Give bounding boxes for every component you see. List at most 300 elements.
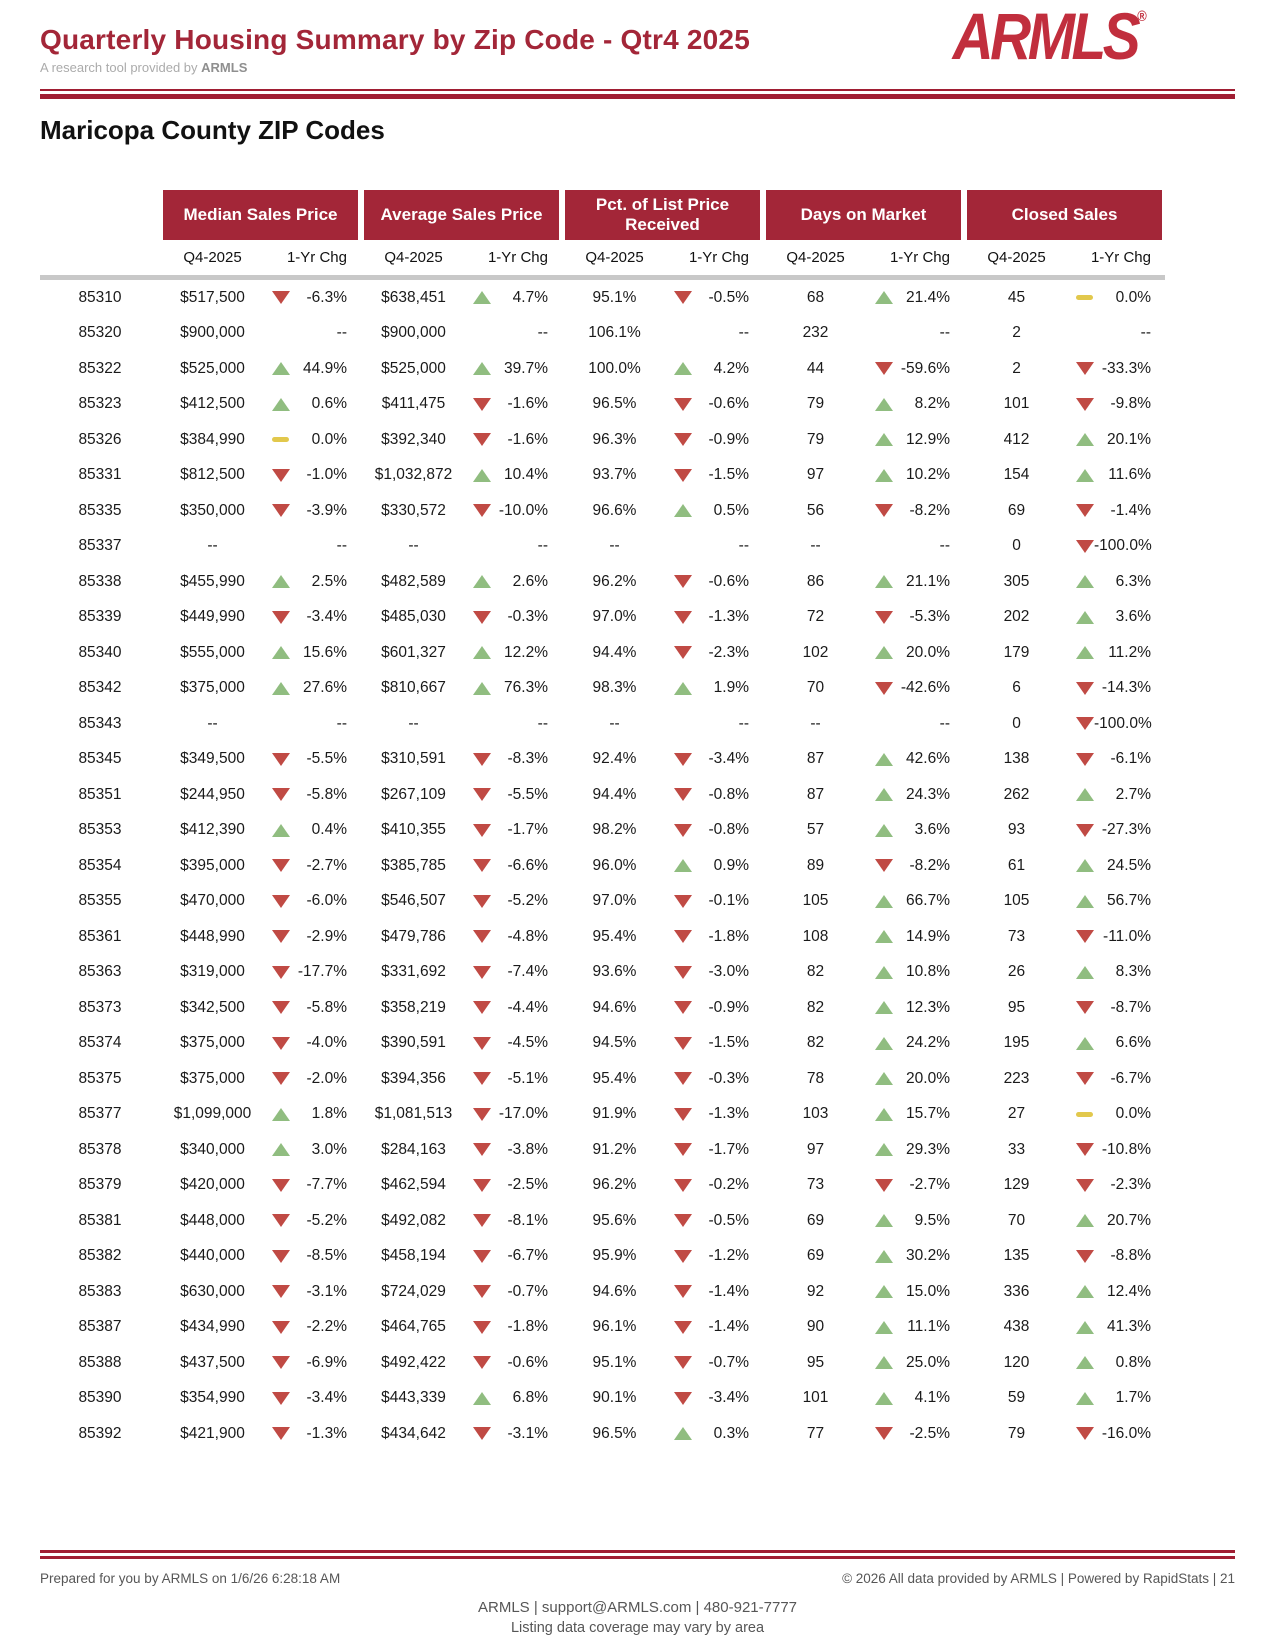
- trend-up-icon: [473, 362, 491, 375]
- table-row: [40, 1345, 1165, 1381]
- armls-logo-text: ARMLS: [952, 0, 1138, 73]
- trend-down-icon: [272, 895, 290, 908]
- yr-change-cell: [1069, 928, 1165, 946]
- yr-change-cell: [1069, 573, 1165, 591]
- yr-change-cell: [265, 1247, 361, 1265]
- zip-code-cell: 85392: [78, 1424, 122, 1442]
- yr-change-value: 1.8%: [311, 1105, 347, 1123]
- q4-value-cell: 87: [806, 750, 825, 768]
- yr-change-value: 42.6%: [906, 750, 950, 768]
- yr-change-cell: [1069, 1425, 1165, 1443]
- yr-change-value: -8.8%: [1110, 1247, 1151, 1265]
- trend-down-icon: [1076, 824, 1094, 837]
- q4-value-cell: 108: [802, 927, 829, 945]
- q4-value-cell: $340,000: [180, 1140, 245, 1158]
- trend-down-icon: [272, 1356, 290, 1369]
- q4-value-cell: $492,422: [381, 1353, 446, 1371]
- yr-change-cell: [868, 395, 964, 413]
- trend-up-icon: [272, 1108, 290, 1121]
- trend-down-icon: [272, 1179, 290, 1192]
- yr-change-value: -1.6%: [507, 395, 548, 413]
- q4-value-cell: $449,990: [180, 608, 245, 626]
- q4-value-cell: 438: [1003, 1318, 1030, 1336]
- q4-value-cell: 95.1%: [592, 288, 637, 306]
- table-row: [40, 1274, 1165, 1310]
- q4-value-cell: $724,029: [381, 1282, 446, 1300]
- yr-change-value: -6.6%: [507, 856, 548, 874]
- yr-change-value: --: [939, 714, 950, 732]
- q4-value-cell: 96.0%: [592, 856, 637, 874]
- yr-change-value: -8.5%: [306, 1247, 347, 1265]
- yr-change-value: 12.9%: [906, 430, 950, 448]
- yr-change-cell: [667, 963, 763, 981]
- yr-change-value: -27.3%: [1101, 821, 1151, 839]
- yr-change-value: --: [738, 324, 749, 342]
- yr-change-value: 66.7%: [906, 892, 950, 910]
- trend-up-icon: [272, 575, 290, 588]
- q4-value-cell: 92: [806, 1282, 825, 1300]
- footer-divider: [40, 1550, 1235, 1559]
- yr-change-cell: [466, 1212, 562, 1230]
- yr-change-value: 20.0%: [906, 1069, 950, 1087]
- yr-change-value: -42.6%: [900, 679, 950, 697]
- trend-down-icon: [674, 753, 692, 766]
- q4-value-cell: $412,390: [180, 821, 245, 839]
- zip-code-cell: 85353: [78, 821, 122, 839]
- trend-down-icon: [473, 788, 491, 801]
- trend-up-icon: [1076, 469, 1094, 482]
- trend-up-icon: [1076, 895, 1094, 908]
- trend-up-icon: [1076, 1392, 1094, 1405]
- trend-down-icon: [272, 291, 290, 304]
- table-row: [40, 1381, 1165, 1417]
- yr-change-value: 15.7%: [906, 1105, 950, 1123]
- yr-change-cell: [667, 466, 763, 484]
- yr-change-value: 4.2%: [713, 359, 749, 377]
- yr-change-cell: [466, 928, 562, 946]
- trend-up-icon: [875, 824, 893, 837]
- yr-change-value: 12.4%: [1107, 1282, 1151, 1300]
- trend-down-icon: [875, 504, 893, 517]
- yr-change-cell: [1069, 1141, 1165, 1159]
- yr-change-value: -3.1%: [507, 1424, 548, 1442]
- yr-change-cell: [868, 821, 964, 839]
- yr-change-cell: [265, 644, 361, 662]
- yr-change-cell: [265, 1212, 361, 1230]
- table-row: [40, 1132, 1165, 1168]
- yr-change-value: 30.2%: [906, 1247, 950, 1265]
- q4-value-cell: 82: [806, 998, 825, 1016]
- q4-value-cell: 101: [1003, 395, 1030, 413]
- q4-value-cell: $900,000: [381, 324, 446, 342]
- yr-change-value: -5.2%: [306, 1211, 347, 1229]
- trend-down-icon: [272, 1285, 290, 1298]
- yr-change-cell: [667, 395, 763, 413]
- yr-change-cell: [667, 644, 763, 662]
- q4-value-cell: $458,194: [381, 1247, 446, 1265]
- yr-change-value: -2.2%: [306, 1318, 347, 1336]
- yr-change-cell: [1069, 1034, 1165, 1052]
- trend-up-icon: [674, 1427, 692, 1440]
- yr-change-cell: [1069, 857, 1165, 875]
- yr-change-value: -1.5%: [708, 1034, 749, 1052]
- yr-change-cell: [868, 679, 964, 697]
- trend-down-icon: [473, 895, 491, 908]
- trend-down-icon: [473, 1356, 491, 1369]
- yr-change-value: -0.9%: [708, 430, 749, 448]
- q4-value-cell: 97.0%: [592, 892, 637, 910]
- yr-change-cell: [466, 1141, 562, 1159]
- no-trend-icon: [674, 717, 692, 730]
- q4-value-cell: 92.4%: [592, 750, 637, 768]
- q4-value-cell: $479,786: [381, 927, 446, 945]
- yr-change-cell: [265, 537, 361, 555]
- q4-value-cell: $517,500: [180, 288, 245, 306]
- yr-change-value: 2.5%: [311, 572, 347, 590]
- yr-change-cell: [1069, 1247, 1165, 1265]
- yr-change-value: 11.6%: [1108, 466, 1151, 484]
- yr-change-value: -6.1%: [1110, 750, 1151, 768]
- yr-change-cell: [265, 502, 361, 520]
- q4-value-cell: $437,500: [180, 1353, 245, 1371]
- q4-value-cell: $455,990: [180, 572, 245, 590]
- trend-down-icon: [272, 504, 290, 517]
- yr-change-value: -14.3%: [1101, 679, 1151, 697]
- q4-value-cell: $525,000: [381, 359, 446, 377]
- q4-value-cell: --: [609, 537, 620, 555]
- trend-down-icon: [674, 646, 692, 659]
- yr-change-value: 1.7%: [1115, 1389, 1151, 1407]
- yr-change-cell: [466, 1283, 562, 1301]
- trend-up-icon: [272, 682, 290, 695]
- yr-change-value: -2.0%: [306, 1069, 347, 1087]
- trend-down-icon: [674, 433, 692, 446]
- trend-up-icon: [875, 966, 893, 979]
- trend-up-icon: [272, 398, 290, 411]
- table-row: [40, 529, 1165, 565]
- trend-down-icon: [473, 824, 491, 837]
- trend-up-icon: [1076, 966, 1094, 979]
- yr-change-cell: [667, 289, 763, 307]
- yr-change-cell: [265, 1176, 361, 1194]
- no-trend-icon: [875, 540, 893, 553]
- yr-change-value: -10.8%: [1101, 1140, 1151, 1158]
- q4-value-cell: $284,163: [381, 1140, 446, 1158]
- zip-code-cell: 85340: [78, 643, 122, 661]
- footer-meta-row: [40, 1571, 1235, 1586]
- yr-change-value: -4.4%: [507, 998, 548, 1016]
- trend-up-icon: [875, 398, 893, 411]
- q4-value-cell: 135: [1003, 1247, 1030, 1265]
- q4-value-cell: $385,785: [381, 856, 446, 874]
- trend-up-icon: [473, 575, 491, 588]
- yr-change-value: -6.7%: [1110, 1069, 1151, 1087]
- yr-change-value: 27.6%: [303, 679, 347, 697]
- yr-change-value: -1.3%: [306, 1424, 347, 1442]
- q4-value-cell: $470,000: [180, 892, 245, 910]
- table-row: [40, 1168, 1165, 1204]
- yr-change-value: 4.7%: [512, 288, 548, 306]
- trend-up-icon: [875, 895, 893, 908]
- yr-change-value: -1.7%: [507, 821, 548, 839]
- q4-value-cell: 95: [806, 1353, 825, 1371]
- yr-change-cell: [868, 1283, 964, 1301]
- trend-down-icon: [272, 930, 290, 943]
- q4-value-cell: $420,000: [180, 1176, 245, 1194]
- yr-change-value: -8.2%: [909, 856, 950, 874]
- q4-value-cell: $1,032,872: [374, 466, 453, 484]
- table-row: [40, 671, 1165, 707]
- yr-change-cell: [265, 573, 361, 591]
- q4-value-cell: 94.4%: [592, 643, 637, 661]
- q4-value-cell: 90: [806, 1318, 825, 1336]
- yr-change-cell: [265, 1141, 361, 1159]
- yr-change-cell: [265, 1425, 361, 1443]
- yr-change-cell: [466, 573, 562, 591]
- q4-value-cell: $390,591: [381, 1034, 446, 1052]
- yr-change-value: 0.4%: [311, 821, 347, 839]
- yr-change-cell: [667, 573, 763, 591]
- trend-up-icon: [875, 1001, 893, 1014]
- q4-value-cell: 57: [806, 821, 825, 839]
- q4-value-cell: 98.2%: [592, 821, 637, 839]
- zip-code-cell: 85382: [78, 1247, 122, 1265]
- q4-value-cell: --: [810, 714, 821, 732]
- yr-change-value: --: [336, 324, 347, 342]
- yr-change-cell: [667, 431, 763, 449]
- yr-change-cell: [466, 857, 562, 875]
- q4-value-cell: $630,000: [180, 1282, 245, 1300]
- yr-change-cell: [667, 928, 763, 946]
- trend-up-icon: [875, 1072, 893, 1085]
- subheader-change: 1-Yr Chg: [286, 248, 347, 266]
- yr-change-value: -5.2%: [507, 892, 548, 910]
- q4-value-cell: $395,000: [180, 856, 245, 874]
- yr-change-value: 39.7%: [504, 359, 548, 377]
- yr-change-value: 10.2%: [906, 466, 950, 484]
- q4-value-cell: 69: [1007, 501, 1026, 519]
- yr-change-cell: [667, 1034, 763, 1052]
- yr-change-cell: [1069, 360, 1165, 378]
- trend-up-icon: [875, 1321, 893, 1334]
- q4-value-cell: $392,340: [381, 430, 446, 448]
- yr-change-value: -5.3%: [909, 608, 950, 626]
- yr-change-cell: [868, 1354, 964, 1372]
- group-header-pct-list-price: Pct. of List Price Received: [565, 190, 760, 240]
- footer-copyright-text: © 2026 All data provided by ARMLS | Powered by RapidStats | 21: [842, 1570, 1235, 1586]
- q4-value-cell: $375,000: [180, 1069, 245, 1087]
- yr-change-value: 3.0%: [311, 1140, 347, 1158]
- yr-change-cell: [466, 1105, 562, 1123]
- yr-change-value: -1.4%: [708, 1318, 749, 1336]
- yr-change-cell: [667, 857, 763, 875]
- trend-up-icon: [473, 1392, 491, 1405]
- table-row: [40, 884, 1165, 920]
- trend-down-icon: [272, 1321, 290, 1334]
- yr-change-cell: [466, 1389, 562, 1407]
- yr-change-cell: [868, 502, 964, 520]
- trend-up-icon: [875, 1143, 893, 1156]
- yr-change-cell: [667, 1425, 763, 1443]
- trend-down-icon: [674, 575, 692, 588]
- yr-change-value: -3.9%: [306, 501, 347, 519]
- q4-value-cell: 70: [806, 679, 825, 697]
- trend-down-icon: [674, 398, 692, 411]
- yr-change-cell: [868, 1318, 964, 1336]
- yr-change-cell: [868, 1070, 964, 1088]
- yr-change-value: -0.7%: [507, 1282, 548, 1300]
- zip-code-cell: 85338: [78, 572, 122, 590]
- zip-code-cell: 85378: [78, 1140, 122, 1158]
- subheader-q4: Q4-2025: [384, 248, 443, 266]
- yr-change-cell: [265, 395, 361, 413]
- yr-change-cell: [667, 537, 763, 555]
- yr-change-cell: [265, 786, 361, 804]
- yr-change-value: -0.6%: [507, 1353, 548, 1371]
- yr-change-value: 4.1%: [914, 1389, 950, 1407]
- q4-value-cell: $601,327: [381, 643, 446, 661]
- zip-code-cell: 85388: [78, 1353, 122, 1371]
- yr-change-cell: [667, 1141, 763, 1159]
- trend-up-icon: [674, 504, 692, 517]
- q4-value-cell: $1,099,000: [173, 1105, 252, 1123]
- subtitle-prefix: A research tool provided by: [40, 60, 202, 75]
- no-trend-icon: [272, 540, 290, 553]
- trend-up-icon: [875, 1285, 893, 1298]
- yr-change-cell: [868, 857, 964, 875]
- yr-change-value: 24.2%: [906, 1034, 950, 1052]
- yr-change-value: 6.3%: [1115, 572, 1151, 590]
- yr-change-value: -11.0%: [1103, 927, 1151, 945]
- yr-change-value: -4.0%: [306, 1034, 347, 1052]
- yr-change-cell: [868, 928, 964, 946]
- q4-value-cell: 95.1%: [592, 1353, 637, 1371]
- yr-change-value: -3.8%: [507, 1140, 548, 1158]
- yr-change-value: -1.2%: [708, 1247, 749, 1265]
- zip-code-cell: 85342: [78, 679, 122, 697]
- table-row: [40, 777, 1165, 813]
- zip-code-cell: 85373: [78, 998, 122, 1016]
- q4-value-cell: 91.2%: [592, 1140, 637, 1158]
- yr-change-value: -1.6%: [507, 430, 548, 448]
- yr-change-cell: [868, 1141, 964, 1159]
- yr-change-value: -3.1%: [306, 1282, 347, 1300]
- yr-change-cell: [265, 1283, 361, 1301]
- trend-down-icon: [473, 1179, 491, 1192]
- q4-value-cell: $331,692: [381, 963, 446, 981]
- trend-down-icon: [272, 1072, 290, 1085]
- yr-change-value: -6.0%: [306, 892, 347, 910]
- q4-value-cell: --: [408, 537, 419, 555]
- q4-value-cell: $358,219: [381, 998, 446, 1016]
- yr-change-value: -0.7%: [708, 1353, 749, 1371]
- q4-value-cell: $350,000: [180, 501, 245, 519]
- subtitle-brand: ARMLS: [201, 60, 248, 75]
- trend-down-icon: [674, 1037, 692, 1050]
- yr-change-cell: [265, 821, 361, 839]
- yr-change-cell: [868, 1425, 964, 1443]
- yr-change-cell: [466, 360, 562, 378]
- yr-change-cell: [466, 679, 562, 697]
- q4-value-cell: 79: [806, 430, 825, 448]
- yr-change-cell: [466, 1354, 562, 1372]
- yr-change-value: -2.9%: [306, 927, 347, 945]
- trend-down-icon: [473, 1285, 491, 1298]
- yr-change-cell: [466, 999, 562, 1017]
- yr-change-value: 11.1%: [907, 1318, 950, 1336]
- yr-change-value: -1.7%: [708, 1140, 749, 1158]
- q4-value-cell: 2: [1012, 359, 1021, 377]
- yr-change-cell: [265, 360, 361, 378]
- yr-change-value: -59.6%: [900, 359, 950, 377]
- q4-value-cell: 94.6%: [592, 1282, 637, 1300]
- trend-down-icon: [1076, 504, 1094, 517]
- q4-value-cell: 179: [1003, 643, 1030, 661]
- q4-value-cell: 73: [1007, 927, 1026, 945]
- yr-change-value: -2.3%: [1110, 1176, 1151, 1194]
- yr-change-value: -3.4%: [306, 1389, 347, 1407]
- table-row: [40, 280, 1165, 316]
- yr-change-value: -8.2%: [909, 501, 950, 519]
- q4-value-cell: 97: [806, 1140, 825, 1158]
- yr-change-cell: [265, 466, 361, 484]
- yr-change-value: -7.4%: [507, 963, 548, 981]
- yr-change-value: -4.5%: [507, 1034, 548, 1052]
- yr-change-value: --: [537, 714, 548, 732]
- yr-change-value: 21.4%: [906, 288, 950, 306]
- yr-change-value: -0.1%: [708, 892, 749, 910]
- zip-code-cell: 85377: [78, 1105, 122, 1123]
- yr-change-cell: [466, 502, 562, 520]
- trend-down-icon: [674, 1356, 692, 1369]
- yr-change-cell: [265, 715, 361, 733]
- yr-change-cell: [868, 1105, 964, 1123]
- q4-value-cell: 93.6%: [592, 963, 637, 981]
- no-trend-icon: [473, 717, 491, 730]
- q4-value-cell: --: [609, 714, 620, 732]
- trend-up-icon: [875, 1250, 893, 1263]
- q4-value-cell: $485,030: [381, 608, 446, 626]
- yr-change-value: 15.0%: [906, 1282, 950, 1300]
- yr-change-cell: [1069, 395, 1165, 413]
- yr-change-cell: [1069, 324, 1165, 342]
- q4-value-cell: $375,000: [180, 1034, 245, 1052]
- trend-down-icon: [674, 1321, 692, 1334]
- trend-down-icon: [473, 753, 491, 766]
- yr-change-cell: [265, 1034, 361, 1052]
- q4-value-cell: $394,356: [381, 1069, 446, 1087]
- trend-up-icon: [1076, 1321, 1094, 1334]
- trend-down-icon: [674, 1392, 692, 1405]
- trend-down-icon: [1076, 682, 1094, 695]
- yr-change-value: 20.1%: [1107, 430, 1151, 448]
- q4-value-cell: 96.6%: [592, 501, 637, 519]
- q4-value-cell: 106.1%: [588, 324, 641, 342]
- trend-down-icon: [272, 1427, 290, 1440]
- no-trend-icon: [875, 717, 893, 730]
- yr-change-cell: [1069, 466, 1165, 484]
- q4-value-cell: $421,900: [180, 1424, 245, 1442]
- q4-value-cell: $443,339: [381, 1389, 446, 1407]
- trend-up-icon: [473, 291, 491, 304]
- q4-value-cell: 102: [802, 643, 829, 661]
- q4-value-cell: $342,500: [180, 998, 245, 1016]
- trend-flat-icon: [272, 437, 289, 442]
- trend-down-icon: [674, 1001, 692, 1014]
- trend-down-icon: [473, 1143, 491, 1156]
- yr-change-value: -33.3%: [1101, 359, 1151, 377]
- trend-up-icon: [272, 824, 290, 837]
